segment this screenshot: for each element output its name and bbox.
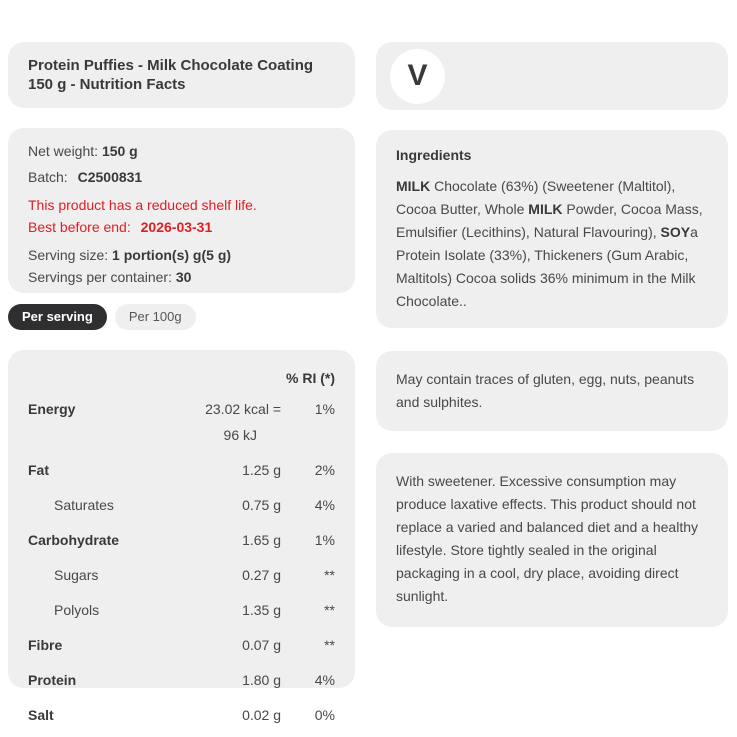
nutrient-row-polyols	[28, 593, 335, 628]
brand-letter: V	[407, 59, 428, 92]
allergen-traces-text: May contain traces of gluten, egg, nuts, peanuts and sulphites.	[396, 371, 695, 410]
per-serving-pill[interactable]: Per serving	[8, 304, 107, 330]
nutrient-ri: 1%	[314, 532, 335, 548]
nutrient-label: Salt	[28, 707, 54, 723]
nutrient-label: Fat	[28, 462, 49, 478]
brand-card	[376, 42, 728, 110]
ingredients-segment: Powder, Cocoa Mass, Emulsifier (Lecithins), Natural Flavouring),	[396, 201, 703, 240]
servings-per-container-row	[28, 267, 335, 287]
batch-value: C2500831	[77, 169, 143, 185]
ingredients-segment: Chocolate (63%) (Sweetener (Maltitol), Cocoa Butter, Whole	[396, 178, 676, 217]
nutrient-label: Sugars	[54, 567, 99, 583]
nutrient-ri: 0%	[314, 707, 335, 723]
unit-toggle	[8, 304, 355, 330]
nutrient-ri: **	[324, 567, 335, 583]
nutrient-ri: **	[324, 637, 335, 653]
nutrient-amount: 1.35 g	[242, 602, 281, 618]
left-column	[8, 42, 355, 723]
ri-column-header: % RI (*)	[286, 370, 335, 386]
batch-label: Batch:	[28, 169, 68, 185]
nutrient-amount-line1: 23.02 kcal =	[205, 401, 281, 417]
nutrient-amount: 0.75 g	[242, 497, 281, 513]
nutrient-amount: 1.80 g	[242, 672, 281, 688]
nutrient-ri: 1%	[314, 401, 335, 417]
product-title-line1: Protein Puffies - Milk Chocolate Coating	[28, 57, 314, 74]
serving-size-label: Serving size:	[28, 247, 109, 263]
serving-size-value: 1 portion(s) g(5 g)	[112, 247, 232, 263]
allergen-milk-2: MILK	[528, 201, 563, 217]
nutrient-row-salt	[28, 698, 335, 733]
nutrient-ri: 4%	[314, 672, 335, 688]
right-column	[376, 42, 728, 688]
nutrient-row-protein	[28, 663, 335, 698]
ingredients-segment: a Protein Isolate (33%), Thickeners (Gum Arabic, Maltitols) Cocoa solids 36% minimum in the Milk Chocolate..	[396, 224, 698, 309]
product-title-line2: 150 g - Nutrition Facts	[28, 76, 186, 93]
net-weight-label: Net weight:	[28, 143, 99, 159]
nutrient-row-sugars	[28, 558, 335, 593]
best-before-label: Best before end:	[28, 219, 131, 235]
nutrient-amount: 0.27 g	[242, 567, 281, 583]
nutrient-row-carbohydrate	[28, 523, 335, 558]
allergen-milk-1: MILK	[396, 178, 431, 194]
nutrient-amount: 0.07 g	[242, 637, 281, 653]
nutrient-row-fibre	[28, 628, 335, 663]
allergen-traces-card	[376, 351, 728, 431]
allergen-soy: SOY	[660, 224, 691, 240]
nutrient-label: Saturates	[54, 497, 114, 513]
nutrient-label: Protein	[28, 672, 77, 688]
serving-size-row	[28, 245, 335, 265]
nutrition-facts-card	[8, 350, 355, 723]
net-weight-row	[28, 141, 335, 161]
storage-advice-text: With sweetener. Excessive consumption may produce laxative effects. This product should not replace a varied and balanced diet and a healthy lifestyle. Store tightly sealed in the original packaging in a cool, dry place, avoiding direct sunlight.	[396, 473, 698, 604]
best-before-row	[28, 217, 335, 237]
nutrient-amount-line2: 96 kJ	[223, 427, 257, 443]
nutrient-amount	[171, 399, 281, 445]
net-weight-value: 150 g	[101, 143, 138, 159]
nutrient-row-saturates	[28, 488, 335, 523]
brand-logo-icon	[390, 49, 445, 104]
nutrient-amount: 1.65 g	[242, 532, 281, 548]
per-100g-pill[interactable]: Per 100g	[115, 304, 196, 330]
nutrient-label: Energy	[28, 401, 76, 417]
best-before-value: 2026-03-31	[140, 219, 213, 235]
nutrient-label: Fibre	[28, 637, 63, 653]
product-title-card	[8, 42, 355, 108]
nutrient-ri: **	[324, 602, 335, 618]
nutrient-label: Carbohydrate	[28, 532, 120, 548]
nutrient-row-energy	[28, 392, 335, 453]
servings-per-container-label: Servings per container:	[28, 269, 172, 285]
product-info-card	[8, 128, 355, 293]
batch-row	[28, 167, 335, 187]
nutrient-label: Polyols	[54, 602, 100, 618]
nutrient-amount: 1.25 g	[242, 462, 281, 478]
servings-per-container-value: 30	[175, 269, 192, 285]
nutrient-ri: 4%	[314, 497, 335, 513]
ingredients-heading: Ingredients	[396, 147, 472, 163]
ingredients-card	[376, 130, 728, 328]
nutrient-ri: 2%	[314, 462, 335, 478]
ingredients-text	[396, 175, 708, 313]
nutrient-amount: 0.02 g	[242, 707, 281, 723]
storage-advice-card	[376, 453, 728, 627]
nutrient-row-fat	[28, 453, 335, 488]
shelf-life-warning: This product has a reduced shelf life.	[28, 197, 257, 213]
